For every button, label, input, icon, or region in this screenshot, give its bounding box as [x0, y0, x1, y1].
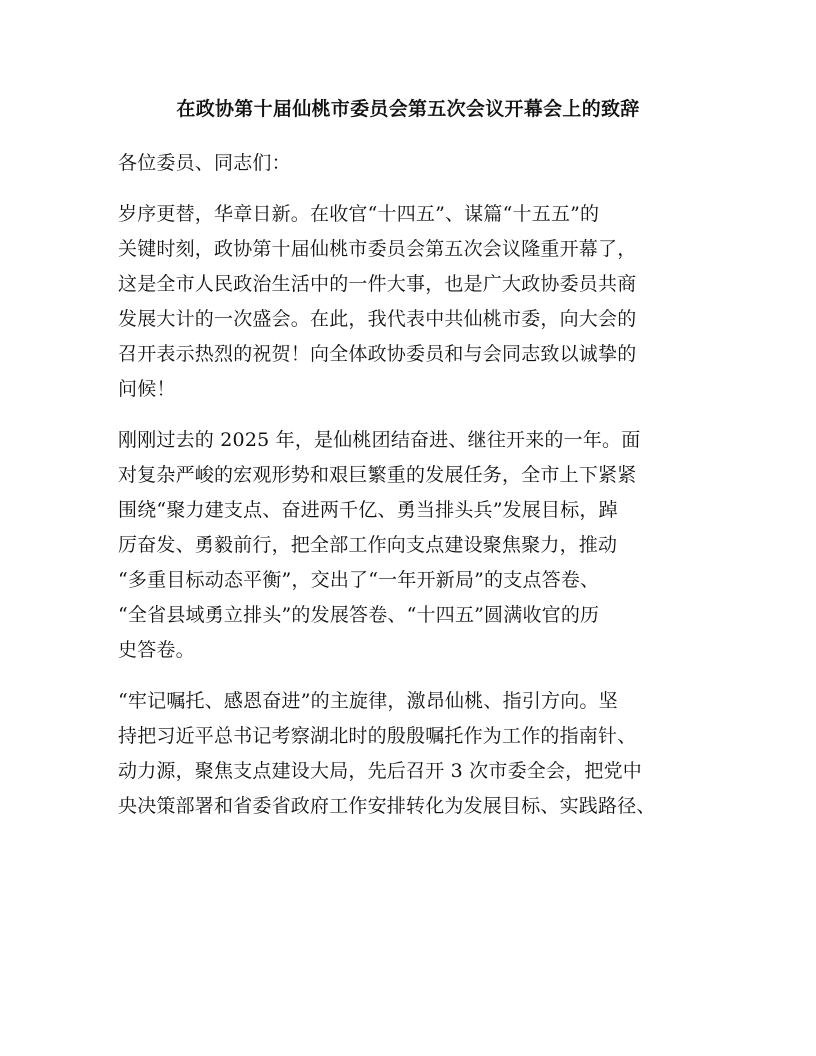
paragraph-line: “全省县域勇立排头”的发展答卷、“十四五”圆满收官的历 [118, 604, 600, 626]
salutation [118, 146, 714, 181]
paragraph-line: 史答卷。 [118, 639, 195, 661]
paragraph-line: “牢记嘱托、感恩奋进”的主旋律，激昂仙桃、指引方向。坚 [118, 690, 618, 712]
paragraph-line: 动力源，聚焦支点建设大局，先后召开 3 次市委全会，把党中 [118, 760, 642, 782]
paragraph-1 [118, 197, 714, 407]
paragraph-line: 召开表示热烈的祝贺！向全体政协委员和与会同志致以诚挚的 [118, 343, 637, 365]
paragraph-line: 问候！ [118, 378, 176, 400]
paragraph-line: 厉奋发、勇毅前行，把全部工作向支点建设聚焦聚力，推动 [118, 534, 618, 556]
paragraph-3 [118, 684, 714, 824]
paragraph-line: 岁序更替，华章日新。在收官“十四五”、谋篇“十五五”的 [118, 203, 600, 225]
paragraph-line: 关键时刻，政协第十届仙桃市委员会第五次会议隆重开幕了， [118, 238, 637, 260]
salutation-line: 各位委员、同志们： [118, 152, 291, 174]
paragraph-line: “多重目标动态平衡”，交出了“一年开新局”的支点答卷、 [118, 569, 600, 591]
paragraph-line: 发展大计的一次盛会。在此，我代表中共仙桃市委，向大会的 [118, 308, 637, 330]
paragraph-line: 对复杂严峻的宏观形势和艰巨繁重的发展任务，全市上下紧紧 [118, 464, 637, 486]
paragraph-line: 持把习近平总书记考察湖北时的殷殷嘱托作为工作的指南针、 [118, 725, 637, 747]
paragraph-line: 央决策部署和省委省政府工作安排转化为发展目标、实践路径、 [118, 795, 656, 817]
document-title: 在政协第十届仙桃市委员会第五次会议开幕会上的致辞 [176, 98, 640, 120]
paragraph-line: 这是全市人民政治生活中的一件大事，也是广大政协委员共商 [118, 273, 637, 295]
paragraph-2 [118, 423, 714, 668]
paragraph-line: 围绕“聚力建支点、奋进两千亿、勇当排头兵”发展目标，踔 [118, 499, 618, 521]
document-body [118, 146, 714, 840]
paragraph-line: 刚刚过去的 2025 年，是仙桃团结奋进、继往开来的一年。面 [118, 429, 641, 451]
